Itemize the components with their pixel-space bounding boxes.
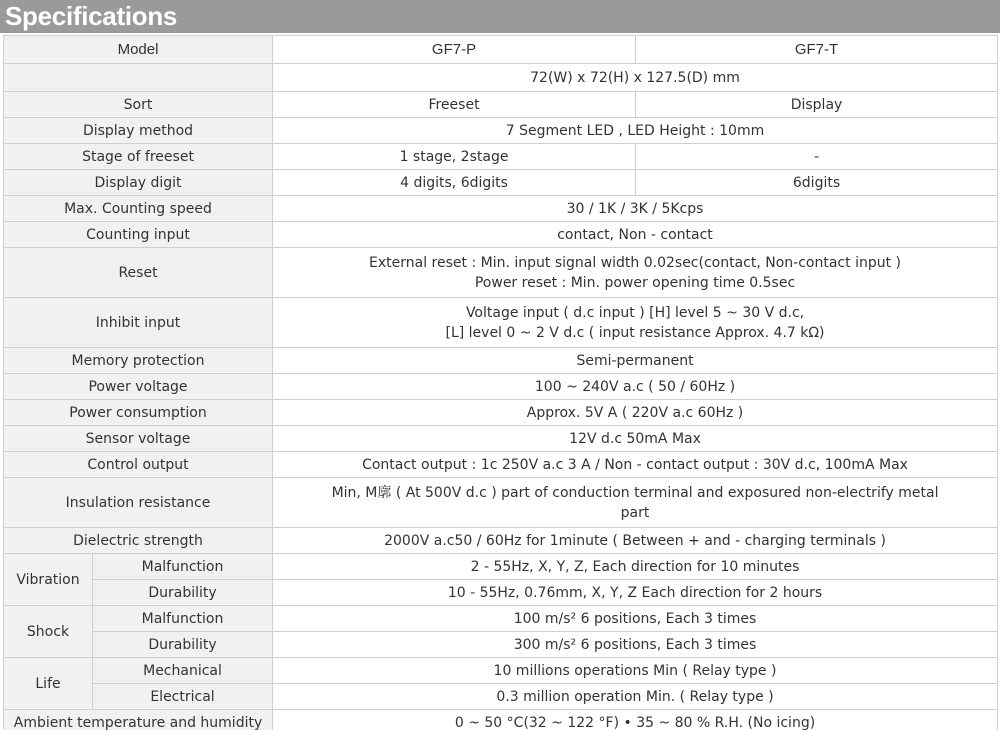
row-value: Contact output : 1c 250V a.c 3 A / Non - contact output : 30V d.c, 100mA Max [273, 452, 998, 478]
row-label: Stage of freeset [4, 144, 273, 170]
cell-gf7-t: - [636, 144, 998, 170]
row-value-line: Voltage input ( d.c input ) [H] level 5 ~ 30 V d.c, [465, 304, 805, 321]
header-gf7-p: GF7-P [273, 36, 636, 64]
row-label: Display method [4, 118, 273, 144]
table-row [4, 298, 998, 348]
row-value: 100 ~ 240V a.c ( 50 / 60Hz ) [273, 374, 998, 400]
sub-label: Durability [93, 632, 273, 658]
sub-label: Mechanical [93, 658, 273, 684]
dimension-value: 72(W) x 72(H) x 127.5(D) mm [273, 64, 998, 92]
row-label: Counting input [4, 222, 273, 248]
table-row [4, 118, 998, 144]
row-label: Sensor voltage [4, 426, 273, 452]
row-value-line: External reset : Min. input signal width 0.02sec(contact, Non-contact input ) [369, 254, 901, 271]
row-label: Max. Counting speed [4, 196, 273, 222]
row-label: Reset [4, 248, 273, 298]
table-row [4, 710, 998, 730]
table-row [4, 658, 998, 684]
group-label-vibration: Vibration [4, 554, 93, 606]
row-value: contact, Non - contact [273, 222, 998, 248]
row-label: Display digit [4, 170, 273, 196]
table-row [4, 196, 998, 222]
table-row [4, 248, 998, 298]
row-value: 100 m/s² 6 positions, Each 3 times [273, 606, 998, 632]
row-value-line: part [620, 504, 650, 521]
row-value: 10 - 55Hz, 0.76mm, X, Y, Z Each direction for 2 hours [273, 580, 998, 606]
row-value-line: Min, M廓 ( At 500V d.c ) part of conduction terminal and exposured non-electrify metal [331, 484, 939, 501]
row-value: Approx. 5V A ( 220V a.c 60Hz ) [273, 400, 998, 426]
row-label: Power consumption [4, 400, 273, 426]
row-value: 2000V a.c50 / 60Hz for 1minute ( Between + and - charging terminals ) [273, 528, 998, 554]
row-value: 0 ~ 50 °C(32 ~ 122 °F) • 35 ~ 80 % R.H. (No icing) [273, 710, 998, 730]
row-label: Inhibit input [4, 298, 273, 348]
table-row [4, 400, 998, 426]
row-value: 7 Segment LED , LED Height : 10mm [273, 118, 998, 144]
table-row [4, 606, 998, 632]
table-row [4, 374, 998, 400]
row-label: Control output [4, 452, 273, 478]
row-value: 12V d.c 50mA Max [273, 426, 998, 452]
page-title: Specifications [5, 1, 178, 31]
sub-label: Durability [93, 580, 273, 606]
row-label: Sort [4, 92, 273, 118]
row-value: 10 millions operations Min ( Relay type ) [273, 658, 998, 684]
sub-label: Malfunction [93, 554, 273, 580]
header-row [4, 36, 998, 64]
row-value-line: [L] level 0 ~ 2 V d.c ( input resistance Approx. 4.7 kΩ) [445, 324, 825, 341]
table-row [4, 452, 998, 478]
header-label: Model [4, 36, 273, 64]
header-gf7-t: GF7-T [636, 36, 998, 64]
sub-label: Malfunction [93, 606, 273, 632]
row-value [273, 478, 998, 528]
table-row [4, 554, 998, 580]
row-value-line: Power reset : Min. power opening time 0.5sec [474, 274, 796, 291]
cell-gf7-p: 4 digits, 6digits [273, 170, 636, 196]
row-value [273, 248, 998, 298]
row-value: 2 - 55Hz, X, Y, Z, Each direction for 10 minutes [273, 554, 998, 580]
row-label: Power voltage [4, 374, 273, 400]
sub-label: Electrical [93, 684, 273, 710]
dimension-row [4, 64, 998, 92]
row-value: 30 / 1K / 3K / 5Kcps [273, 196, 998, 222]
table-row [4, 170, 998, 196]
cell-gf7-p: Freeset [273, 92, 636, 118]
table-row [4, 528, 998, 554]
group-label-life: Life [4, 658, 93, 710]
table-row [4, 348, 998, 374]
table-row [4, 478, 998, 528]
table-row [4, 426, 998, 452]
row-label: Insulation resistance [4, 478, 273, 528]
row-label: Ambient temperature and humidity [4, 710, 273, 730]
group-label-shock: Shock [4, 606, 93, 658]
table-row [4, 632, 998, 658]
row-value [273, 298, 998, 348]
table-row [4, 684, 998, 710]
table-row [4, 222, 998, 248]
table-row [4, 92, 998, 118]
cell-gf7-t: 6digits [636, 170, 998, 196]
table-row [4, 580, 998, 606]
row-value: Semi-permanent [273, 348, 998, 374]
cell-gf7-t: Display [636, 92, 998, 118]
title-bar [0, 0, 1000, 33]
row-value: 300 m/s² 6 positions, Each 3 times [273, 632, 998, 658]
row-label: Dielectric strength [4, 528, 273, 554]
cell-gf7-p: 1 stage, 2stage [273, 144, 636, 170]
row-value: 0.3 million operation Min. ( Relay type ) [273, 684, 998, 710]
spec-table [3, 35, 998, 730]
row-label: Memory protection [4, 348, 273, 374]
table-row [4, 144, 998, 170]
dimension-label [4, 64, 273, 92]
